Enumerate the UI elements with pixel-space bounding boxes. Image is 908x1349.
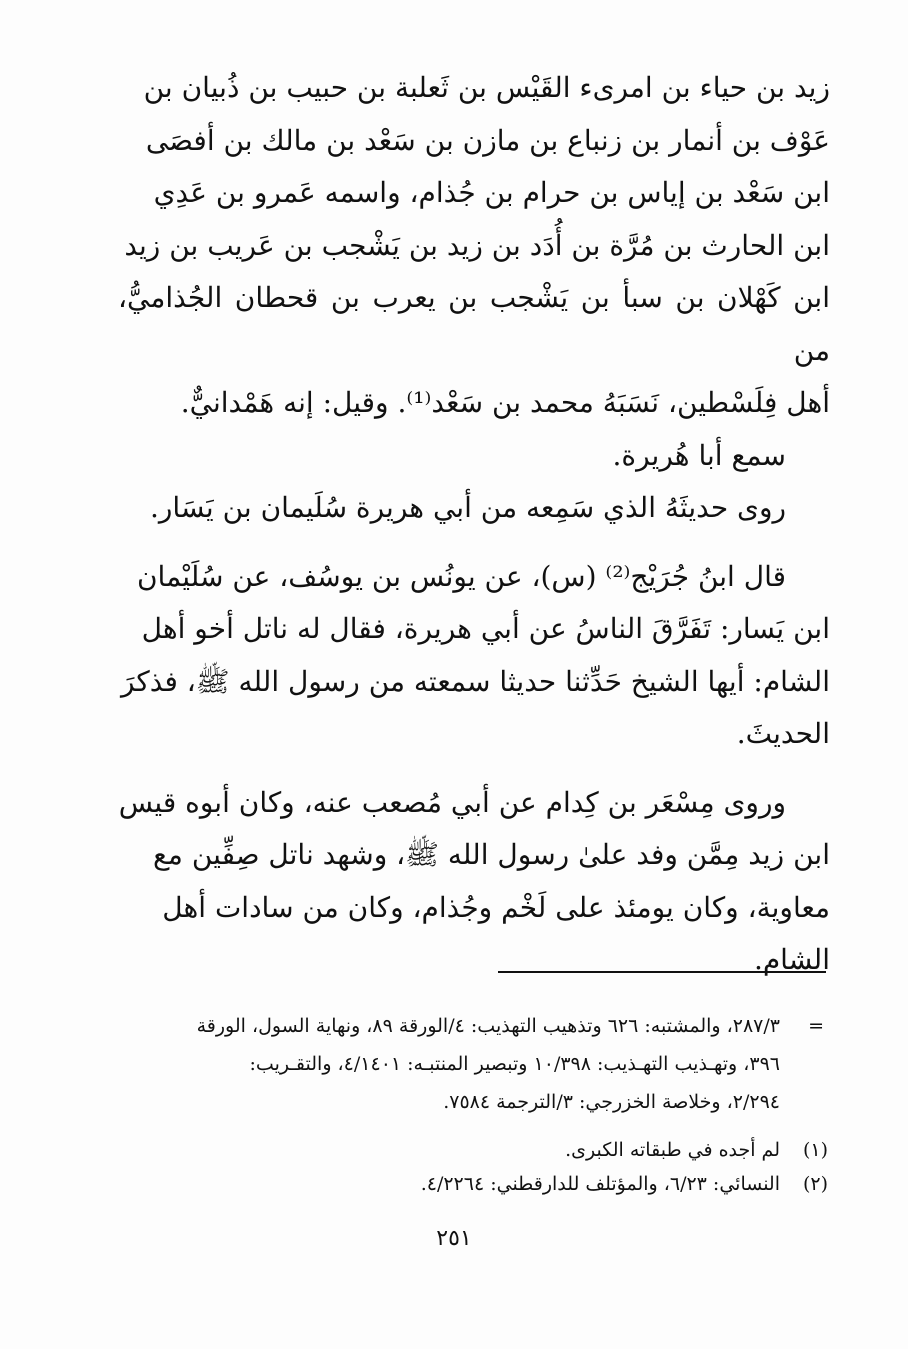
footnote-item	[118, 1167, 828, 1201]
footnote-continuation	[118, 1007, 828, 1121]
text-line: الشام.	[753, 943, 830, 976]
text-line: قال ابنُ جُرَيْج⁽²⁾ (س)، عن يونُس بن يوسُف، عن سُلَيْمان	[136, 559, 786, 593]
text-line: وروى مِسْعَر بن كِدام عن أبي مُصعب عنه، وكان أبوه قيس	[118, 785, 786, 819]
footnote-line: ٢/٢٩٤، وخلاصة الخزرجي: ٣/الترجمة ٧٥٨٤.	[443, 1091, 780, 1113]
continuation-mark: =	[808, 1015, 824, 1037]
text-line: ابن زيد مِمَّن وفد علىٰ رسول الله ﷺ، وشهد ناتل صِفِّين مع	[153, 838, 830, 871]
text-line: عَوْف بن أنمار بن زنباع بن مازن بن سَعْد بن مالك بن أفصَى	[145, 123, 830, 157]
narrated-line: روى حديثَهُ الذي سَمِعه من أبي هريرة سُلَيمان بن يَسَار.	[149, 491, 786, 524]
text-line: الشام: أيها الشيخ حَدِّثنا حديثا سمعته من رسول الله ﷺ، فذكرَ	[120, 664, 830, 698]
footnote-number: (١)	[802, 1139, 828, 1161]
page-number: ٢٥١	[436, 1226, 472, 1251]
footnote-line: ٣٩٦، وتهـذيب التهـذيب: ١٠/٣٩٨ وتبصير المنتبـه: ٤/١٤٠١، والتقـريب:	[249, 1053, 780, 1075]
main-text	[118, 62, 830, 987]
text-line: ابن الحارث بن مُرَّة بن أُدَد بن زيد بن يَشْجب بن عَريب بن زيد	[124, 228, 830, 262]
footnote-separator	[498, 971, 826, 973]
footnote-number: (٢)	[802, 1173, 828, 1195]
text-line: معاوية، وكان يومئذ على لَخْم وجُذام، وكان من سادات أهل	[162, 890, 830, 924]
heard-line: سمع أبا هُريرة.	[612, 438, 786, 472]
text-line: الحديثَ.	[736, 717, 830, 750]
footnotes	[118, 1007, 828, 1201]
text-line: ابن كَهْلان بن سبأ بن يَشْجب بن يعرب بن قحطان الجُذاميُّ، من	[118, 281, 830, 367]
footnote-text: لم أجده في طبقاته الكبرى.	[565, 1139, 780, 1161]
footnote-item	[118, 1133, 828, 1167]
text-line: أهل فِلَسْطين، نَسَبَهُ محمد بن سَعْد⁽¹⁾. وقيل: إنه هَمْدانيٌّ.	[180, 386, 830, 419]
text-line: ابن سَعْد بن إياس بن حرام بن جُذام، واسمه عَمرو بن عَدِي	[153, 176, 830, 209]
footnote-line: ٢٨٧/٣، والمشتبه: ٦٢٦ وتذهيب التهذيب: ٤/الورقة ٨٩، ونهاية السول، الورقة	[196, 1015, 780, 1037]
text-line: زيد بن حياء بن امرىء القَيْس بن ثَعلبة بن حبيب بن ذُبيان بن	[143, 71, 830, 104]
text-line: ابن يَسار: تَفَرَّقَ الناسُ عن أبي هريرة، فقال له ناتل أخو أهل	[141, 612, 830, 645]
footnote-text: النسائي: ٦/٢٣، والمؤتلف للدارقطني: ٤/٢٢٦٤.	[420, 1173, 780, 1195]
